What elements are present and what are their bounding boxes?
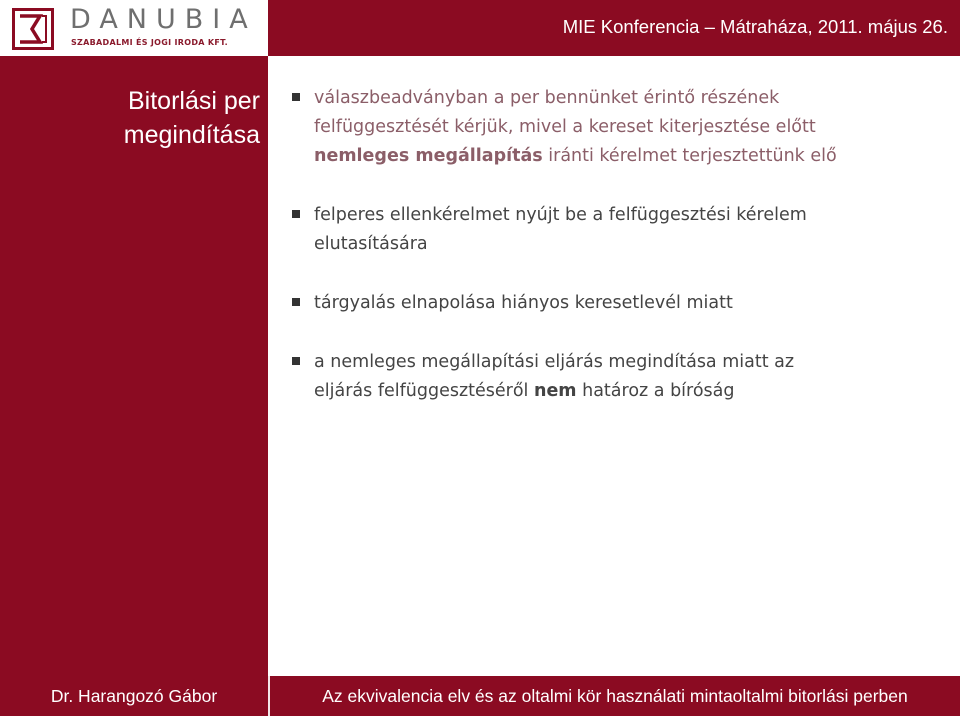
bullet-text-line: válaszbeadványban a per bennünket érintő részének	[314, 88, 780, 108]
bullet-text-line: a nemleges megállapítási eljárás megindítása miatt az	[314, 352, 795, 372]
bullet-text-line: felperes ellenkérelmet nyújt be a felfüggesztési kérelem	[314, 205, 807, 225]
bullet-item	[290, 289, 910, 318]
logo-name: DANUBIA	[70, 4, 257, 35]
bullet-text: iránti kérelmet terjesztettünk elő	[542, 146, 837, 166]
conference-title: MIE Konferencia – Mátraháza, 2011. május 26.	[562, 16, 948, 37]
bullet-list	[290, 84, 910, 436]
bullet-item	[290, 84, 910, 171]
header-bar	[0, 0, 960, 56]
sidebar-panel	[0, 56, 268, 676]
bullet-text-line: felfüggesztését kérjük, mivel a kereset kiterjesztése előtt	[314, 117, 816, 137]
bold-phrase: nemleges megállapítás	[314, 146, 543, 166]
bullet-text: eljárás felfüggesztéséről	[314, 381, 534, 401]
square-bullet-icon	[292, 210, 300, 218]
logo-area	[0, 0, 268, 56]
bullet-text-line	[314, 377, 910, 406]
logo-subtitle: SZABADALMI ÉS JOGI IRODA KFT.	[71, 38, 229, 47]
section-title-line-2: megindítása	[123, 121, 260, 149]
square-bullet-icon	[292, 93, 300, 101]
section-title-line-1: Bitorlási per	[128, 87, 260, 115]
bullet-text-line: tárgyalás elnapolása hiányos keresetlevél miatt	[314, 293, 733, 313]
bullet-item	[290, 348, 910, 406]
footer-bar	[0, 676, 960, 716]
danubia-logo-icon	[12, 8, 54, 50]
bullet-text: határoz a bíróság	[576, 381, 735, 401]
bullet-text-line	[314, 142, 910, 171]
footer-author: Dr. Harangozó Gábor	[50, 686, 218, 706]
conference-bar	[268, 0, 960, 56]
bold-phrase: nem	[533, 381, 577, 401]
bullet-item	[290, 201, 910, 259]
square-bullet-icon	[292, 357, 300, 365]
square-bullet-icon	[292, 298, 300, 306]
footer-title: Az ekvivalencia elv és az oltalmi kör használati mintaoltalmi bitorlási perben	[322, 686, 908, 706]
section-title	[8, 84, 260, 152]
bullet-text-line: elutasítására	[314, 234, 428, 254]
slide-content	[268, 56, 960, 676]
